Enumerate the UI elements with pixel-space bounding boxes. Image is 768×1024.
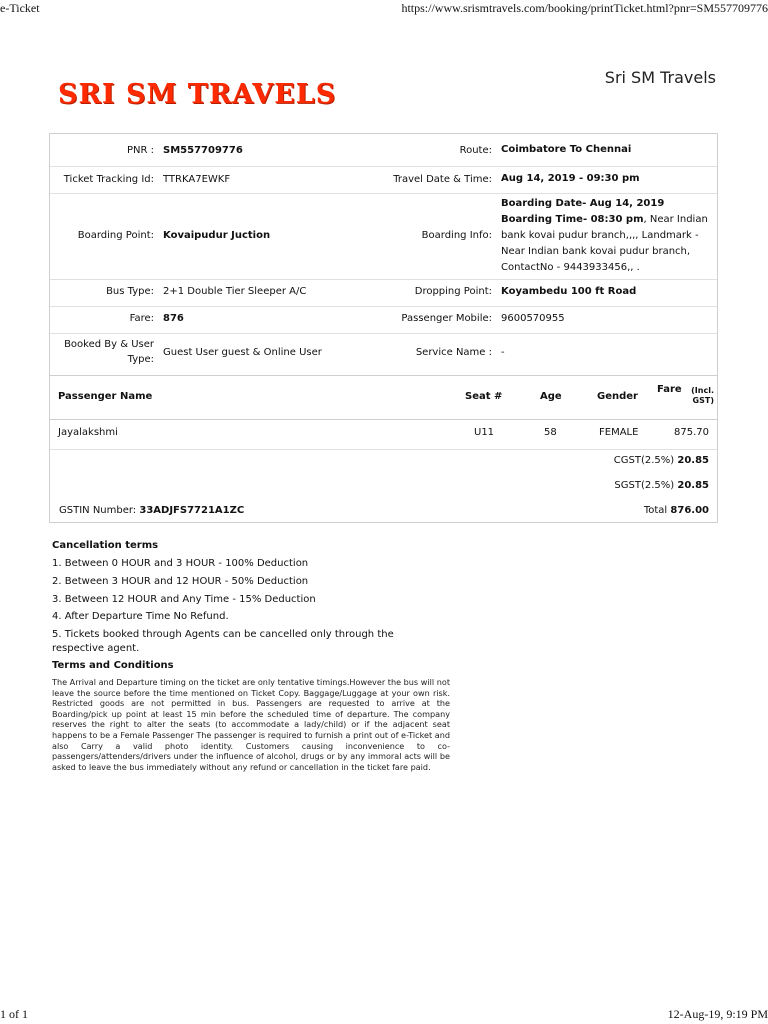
cancellation-title: Cancellation terms [52, 540, 159, 551]
col-age: Age [540, 391, 562, 402]
company-name: Sri SM Travels [604, 68, 716, 87]
passenger-name: Jayalakshmi [58, 427, 118, 438]
boarding-info-label: Boarding Info: [421, 230, 492, 241]
mobile-label: Passenger Mobile: [401, 313, 492, 324]
sgst-line [614, 480, 709, 491]
print-url: https://www.srismtravels.com/booking/printTicket.html?pnr=SM557709776 [401, 1, 768, 15]
route-value: Coimbatore To Chennai [501, 144, 632, 155]
route-label: Route: [459, 145, 492, 156]
col-fare-note: (Incl. GST) [691, 386, 714, 405]
passenger-gender: FEMALE [599, 427, 639, 438]
boarding-info-landmark: , Near Indian bank kovai pudur branch,,,, Landmark - Near Indian bank kovai pudur branch, [501, 214, 708, 257]
cgst-label: CGST(2.5%) [613, 455, 675, 466]
pnr-label: PNR : [126, 145, 154, 156]
print-header [0, 0, 768, 14]
info-row-bus [50, 279, 717, 307]
info-row-pnr [50, 134, 717, 167]
passenger-table-header [50, 375, 717, 420]
sgst-value: 20.85 [677, 480, 709, 491]
terms-title: Terms and Conditions [52, 660, 174, 671]
total-line [644, 505, 709, 516]
cancellation-term: 3. Between 12 HOUR and Any Time - 15% Deduction [52, 594, 316, 605]
bus-type-label: Bus Type: [106, 286, 154, 297]
terms-body: The Arrival and Departure timing on the ticket are only tentative timings.However the bus will not leave the source before the time mentioned on Ticket Copy. Baggage/Luggage at your own risk. Restricted goods are not permitted in bus. Passengers are requested to arrive at the Boarding/pick up point at least 15 min before the scheduled time of departure. The company reserves the right to alter the seats (to accommodate a lady/child) or if the adjacent seat happens to be a Female Passenger The passenger is required to furnish a print out of e-Ticket and also Carry a valid photo identity. Customers causing inconvenience to co-passengers/attenders/drivers under the influence of alcohol, drugs or by any immoral acts will be asked to leave the bus immediately without any refund or cancellation in the ticket fare paid. [52, 677, 450, 772]
cgst-value: 20.85 [677, 455, 709, 466]
boarding-point-label: Boarding Point: [77, 230, 154, 241]
fare-label: Fare: [129, 313, 154, 324]
col-gender: Gender [597, 391, 638, 402]
logo-text: SRI SM TRAVELS [58, 79, 337, 110]
total-label: Total [643, 505, 668, 516]
gstin-value: 33ADJFS7721A1ZC [139, 505, 245, 516]
service-value: - [501, 347, 505, 358]
print-footer [0, 1007, 768, 1024]
dropping-value: Koyambedu 100 ft Road [501, 286, 637, 297]
dropping-label: Dropping Point: [414, 286, 492, 297]
passenger-age: 58 [544, 427, 557, 438]
travel-label: Travel Date & Time: [393, 174, 492, 185]
cancellation-term: 5. Tickets booked through Agents can be cancelled only through the respective agent. [52, 629, 394, 654]
info-row-boarding [50, 193, 717, 280]
info-row-tracking [50, 166, 717, 194]
booked-by-value: Guest User guest & Online User [163, 347, 322, 358]
fare-value: 876 [163, 313, 184, 324]
col-passenger-name: Passenger Name [58, 391, 153, 402]
service-label: Service Name : [415, 347, 492, 358]
cgst-line [614, 455, 709, 466]
total-value: 876.00 [670, 505, 709, 516]
pnr-value: SM557709776 [163, 145, 243, 156]
bus-type-value: 2+1 Double Tier Sleeper A/C [163, 286, 307, 297]
col-seat: Seat # [465, 391, 503, 402]
ticket-details [49, 133, 718, 523]
page-number: 1 of 1 [0, 1007, 28, 1021]
travel-value: Aug 14, 2019 - 09:30 pm [501, 173, 640, 184]
cancellation-term: 2. Between 3 HOUR and 12 HOUR - 50% Deduction [52, 576, 309, 587]
print-page-title: e-Ticket [0, 1, 40, 15]
gstin-line [59, 505, 244, 516]
tracking-value: TTRKA7EWKF [163, 174, 231, 185]
tracking-label: Ticket Tracking Id: [63, 174, 154, 185]
booked-by-label: Booked By & User Type: [64, 339, 154, 365]
gstin-label: GSTIN Number: [59, 505, 137, 516]
boarding-contact: ContactNo - 9443933456,, . [501, 262, 640, 273]
sgst-label: SGST(2.5%) [614, 480, 675, 491]
info-row-fare [50, 306, 717, 334]
mobile-value: 9600570955 [501, 313, 565, 324]
passenger-seat: U11 [474, 427, 495, 438]
boarding-point-value: Kovaipudur Juction [163, 230, 271, 241]
print-datetime: 12-Aug-19, 9:19 PM [667, 1007, 768, 1021]
info-row-booked [50, 333, 717, 376]
cancellation-term: 4. After Departure Time No Refund. [52, 611, 229, 622]
boarding-info-datetime: Boarding Date- Aug 14, 2019 Boarding Time- 08:30 pm [501, 198, 665, 225]
table-row [50, 419, 717, 450]
passenger-fare: 875.70 [674, 427, 709, 438]
boarding-info-value [501, 196, 711, 276]
company-logo [52, 57, 335, 133]
cancellation-term: 1. Between 0 HOUR and 3 HOUR - 100% Deduction [52, 558, 309, 569]
col-fare: Fare [657, 384, 682, 395]
